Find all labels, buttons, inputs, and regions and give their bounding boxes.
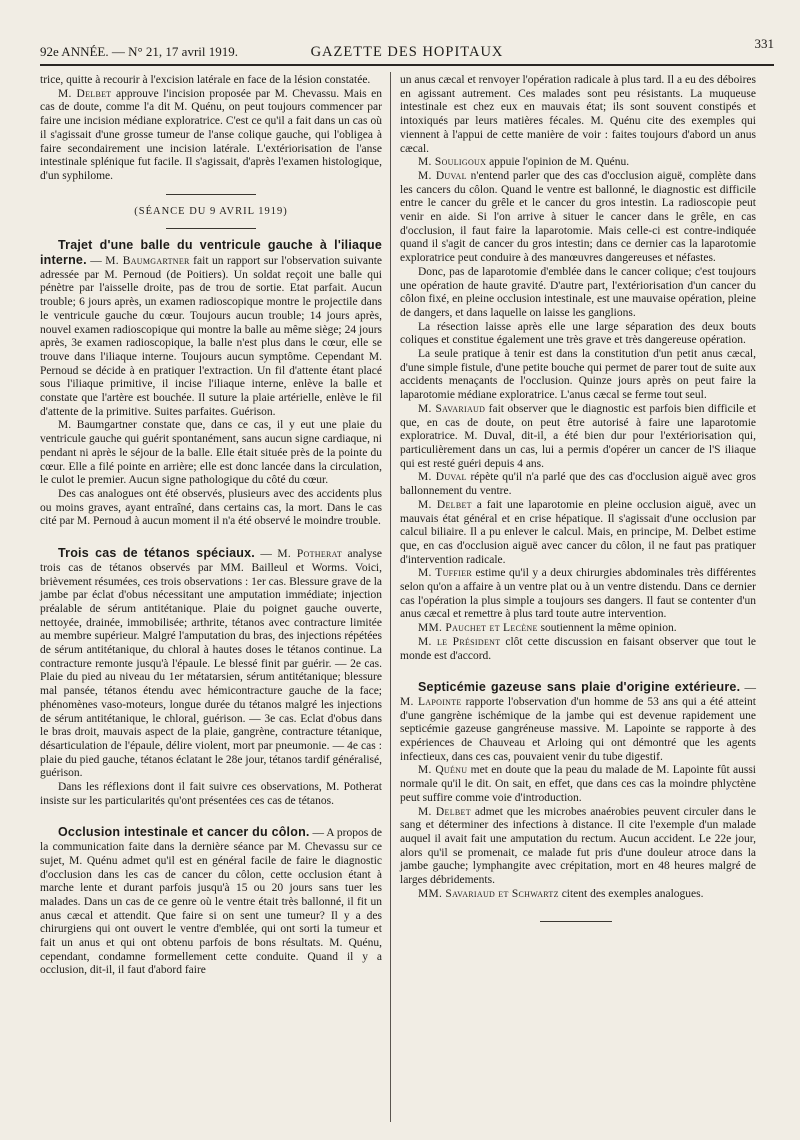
separator-rule	[166, 228, 256, 229]
paragraph: La seule pratique à tenir est dans la constitution d'un petit anus cæcal, d'une simple fistule, d'une petite bouche qui permet de parer tout de suite aux accidents menaçants de l'occlusion. Quinze jours après on peut faire la laparotomie médiane exploratrice. L'anus cæcal se ferme tout seul.	[400, 348, 756, 402]
section-title: Trajet d'une balle du ventricule gauche à l'iliaque interne.	[40, 238, 382, 268]
speaker-name: M. Lapointe	[400, 695, 462, 708]
paragraph: La résection laisse après elle une large séparation des deux bouts coliques et constitue également une très grave et très dangereuse opération.	[400, 320, 756, 347]
spacer	[400, 663, 756, 681]
separator-rule	[166, 194, 256, 195]
paragraph	[400, 156, 756, 170]
paragraph-text: a fait une laparotomie en pleine occlusion aiguë, avec un mauvais état général et en crise hépatique. Il s'agissait d'une occlusion par calcul biliaire. Il a pu enlever le calcul. Mais, en principe, M. Delbet estime que, en cas d'occlusion aiguë avec cancer du côlon, il ne faut pas pratiquer d'intervention radicale.	[400, 498, 756, 566]
paragraph-text: appuie l'opinion de M. Quénu.	[486, 156, 630, 169]
paragraph-text: fait observer que le diagnostic est parfois bien difficile et que, en cas de doute, on peut être autorisé à faire une laparotomie exploratrice. M. Duval, dit-il, a été bien dur pour l'extériorisation qui, particulièrement dans un cas, lui a permis d'opérer un cancer de l'S iliaque qui est resté guéri depuis 4 ans.	[400, 402, 756, 470]
session-heading: (SÉANCE DU 9 AVRIL 1919)	[134, 205, 288, 217]
speaker-name: M. Quénu	[418, 764, 468, 777]
speaker-name: MM. Pauchet et Lecène	[418, 622, 538, 635]
paragraph	[400, 764, 756, 805]
paragraph: trice, quitte à recourir à l'excision latérale en face de la lésion constatée.	[40, 74, 371, 86]
left-column	[40, 74, 382, 978]
paragraph-text: n'entend parler que des cas d'occlusion aiguë, complète dans les cancers du côlon. Quand le ventre est ballonné, le diagnostic est difficile entre le cancer du grêle et le cancer du gros intestin. La radioscopie peut venir en aide. Si l'on arrive à situer le cancer dans le grêle, en cas d'occlusion, il faut faire la laparotomie. Mais celle-ci est contre-indiquée quand il s'agit de cancer du gros intestin; dans ce dernier cas la laparotomie exploratrice peut conduire à des manœuvres dangereuses et néfastes.	[400, 169, 756, 265]
speaker-name: M. Baumgartner	[105, 255, 190, 268]
paragraph	[400, 170, 756, 266]
section-title: Septicémie gazeuse sans plaie d'origine extérieure.	[418, 680, 741, 695]
speaker-name: M. Delbet	[418, 498, 472, 511]
column-divider	[390, 72, 391, 1122]
paragraph-text: admet que les microbes anaérobies peuvent circuler dans le sang et déterminer des infections à distance. Il cite l'exemple d'un malade auquel il avait fait une amputation du rectum. Aucun accident. Le 22e jour, alors qu'il se promenait, ce malade fut pris d'une douleur atroce dans la jambe gauche; lymphangite avec crépitation, mort en 48 heures malgré de larges débridements.	[400, 805, 756, 887]
spacer	[40, 529, 382, 547]
paragraph: Des cas analogues ont été observés, plusieurs avec des accidents plus ou moins graves, ayant entraîné, dans certains cas, la mort. Dans le cas cité par M. Pernoud à aucun moment il n'a été observé le moindre trouble.	[40, 487, 382, 528]
section-paragraph: Septicémie gazeuse sans plaie d'origine extérieure. — M. Lapointe rapporte l'observation d'un homme de 53 ans qui a été atteint d'une gangrène ischémique de la jambe qui est devenue rapidement une septicémie gazeuse gangréneuse massive. M. Lapointe se rapporte à des expériences de Chauveau et Arloing qui ont démontré que les agents infectieux, dans ces cas, pouvaient venir du tube digestif.	[400, 680, 756, 763]
paragraph-text: estime qu'il y a deux chirurgies abdominales très différentes selon qu'on a affaire à un ventre plat ou à un ventre distendu. Dans ce dernier cas l'opération la plus simple a toujours ses dangers. Il faut se contenter d'un anus cæcal et remettre à plus tard toute autre intervention.	[400, 567, 756, 621]
right-column	[400, 74, 756, 922]
journal-title: GAZETTE DES HOPITAUX	[310, 44, 504, 60]
paragraph	[400, 499, 756, 568]
paragraph	[400, 622, 756, 636]
paragraph	[400, 636, 756, 663]
paragraph-text: rapporte l'observation d'un homme de 53 ans qui a été atteint d'une gangrène ischémique de la jambe qui est devenue rapidement une septicémie gazeuse gangréneuse massive. M. Lapointe se rapporte à des expériences de Chauveau et Arloing qui ont démontré que les agents infectieux, dans ces cas, pouvaient venir du tube digestif.	[400, 695, 756, 763]
speaker-name: M. Tuffier	[418, 567, 472, 580]
paragraph: Donc, pas de laparotomie d'emblée dans le cancer colique; c'est toujours une opération de haute gravité. D'autre part, l'extériorisation d'un cancer du côlon fixé, en pleine occlusion intestinale, est une mauvaise opération, pleine de dangers, et dans laquelle on laisse les ganglions.	[400, 265, 756, 319]
page-number: 331	[754, 36, 774, 51]
paragraph	[400, 888, 756, 902]
section-title: Trois cas de tétanos spéciaux.	[58, 546, 255, 561]
speaker-name: M. Delbet	[418, 805, 471, 818]
paragraph-text: approuve l'incision proposée par M. Chevassu. Mais en cas de doute, comme l'a dit M. Quénu, on peut toujours commencer par faire une incision médiane exploratrice. C'est ce qu'il a fait dans un cas où il s'agissait d'une grosse tumeur de l'anse colique gauche, qui l'obligea à faire secondairement une incision latérale. L'extériorisation de l'anse intestinale splénique fut facile. Il s'agissait, d'après l'examen histologique, d'un syphilome.	[40, 87, 382, 182]
spacer	[40, 808, 382, 826]
paragraph-text: clôt cette discussion en faisant observer que tout le monde est d'accord.	[400, 635, 757, 662]
paragraph	[400, 471, 756, 498]
paragraph: un anus cæcal et renvoyer l'opération radicale à plus tard. Il a eu des déboires en agissant autrement. Ces malades sont peu résistants. La muqueuse intestinale est chez eux en mauvais état; ils sont souvent constipés et intoxiqués par leurs matières fécales. M. Quénu cite des exemples qui viennent à l'appui de cette manière de voir : faites toujours d'abord un anus cæcal.	[400, 74, 756, 155]
paragraph: M. Baumgartner constate que, dans ce cas, il y eut une plaie du ventricule gauche qui guérit spontanément, sans aucun signe cardiaque, ni pendant ni après le séjour de la balle. Elle était située près de la pointe du cœur. Elle a filé pointe en arrière; elle est donc lancée dans la circulation, le culot le premier. Aucun signe pathologique du côté du cœur.	[40, 419, 382, 487]
speaker-name: MM. Savariaud et Schwartz	[418, 887, 559, 900]
speaker-name: M. Duval	[418, 169, 467, 182]
speaker-name: M. Savariaud	[418, 402, 486, 415]
paragraph: Dans les réflexions dont il fait suivre ces observations, M. Potherat insiste sur les particularités qu'ont présentées ces cas de tétanos.	[40, 781, 382, 807]
paragraph-text: citent des exemples analogues.	[558, 887, 704, 900]
paragraph	[40, 88, 382, 184]
speaker-name: M. Delbet	[58, 87, 112, 100]
header-rule	[40, 64, 774, 66]
issue-info: 92e ANNÉE. — N° 21, 17 avril 1919.	[40, 44, 239, 59]
speaker-name: M. Potherat	[277, 548, 343, 561]
paragraph-text: met en doute que la peau du malade de M. Lapointe fût aussi normale qu'il le dit. On sait, en effet, que dans ces cas la moindre phlyctène peut suffire comme voie d'introduction.	[400, 764, 756, 804]
speaker-name: M. Duval	[418, 471, 467, 484]
paragraph-text: soutiennent la même opinion.	[537, 622, 677, 635]
speaker-name: M. Souligoux	[418, 156, 487, 169]
section-paragraph	[40, 826, 382, 978]
section-paragraph: Trajet d'une balle du ventricule gauche à l'iliaque interne. — M. Baumgartner fait un rapport sur l'observation suivante adressée par M. Pernoud (de Poitiers). Un soldat reçoit une balle qui pénètre par l'aisselle droite, pas de trou de sortie. Etat parfait. Aucun trouble; 6 jours après, un examen radioscopique montre le projectile dans le ventricule gauche du cœur. Toujours aucun trouble; 14 jours après, nouvel examen radioscopique qui montre la balle au même siège; 24 jours après, 3e examen radioscopique, la balle n'est plus dans le cœur, elle se trouve dans l'iliaque interne. Toujours aucun symptôme. Cependant M. Pernoud se décide à en pratiquer l'extraction. Un fil d'attente étant placé sous l'iliaque primitive, il incise l'iliaque interne, enlève la balle et constate que l'artère est bouchée. Il suture la plaie artérielle, enlève le fil d'attente de la primitive. Suites parfaites. Guérison.	[40, 238, 382, 418]
paragraph-text: — A propos de la communication faite dans la dernière séance par M. Chevassu sur ce sujet, M. Quénu admet qu'il est en général facile de faire le diagnostic d'occlusion dans les cas de cancer du côlon, cette occlusion étant à marche lente et durant parfois jusqu'à 15 ou 20 jours sans tuer les malades. Dans un cas de ce genre où le ventre était très ballonné, il fit un anus cæcal et attendit. Que faire si on sent une tumeur? Il y a des chirurgiens qui ont ouvert le ventre d'emblée, qui ont sorti la tumeur et fait un anus et qui ont obtenu parfois de bons résultats. M. Quénu, cependant, condamne formellement cette conduite. Quand il y a occlusion, dit-il, il faut d'abord faire	[40, 827, 382, 977]
paragraph	[400, 806, 756, 888]
paragraph-text: fait un rapport sur l'observation suivante adressée par M. Pernoud (de Poitiers). Un soldat reçoit une balle qui pénètre par l'aisselle droite, pas de trou de sortie. Etat parfait. Aucun trouble; 6 jours après, un examen radioscopique montre le projectile dans le ventricule gauche du cœur. Toujours aucun trouble; 14 jours après, nouvel examen radioscopique qui montre la balle au même siège; 24 jours après, 3e examen radioscopique, la balle n'est plus dans le cœur, elle se trouve dans l'iliaque interne. Toujours aucun symptôme. Cependant M. Pernoud se décide à en pratiquer l'extraction. Un fil d'attente étant placé sous l'iliaque primitive, il incise l'iliaque interne, enlève la balle et constate que l'artère est bouchée. Il suture la plaie artérielle, enlève le fil d'attente de la primitive. Suites parfaites. Guérison.	[40, 255, 382, 418]
section-paragraph: Trois cas de tétanos spéciaux. — M. Potherat analyse trois cas de tétanos observés par MM. Bailleul et Worms. Voici, brièvement résumées, ces trois observations : 1er cas. Blessure grave de la jambe par éclat d'obus nécessitant une amputation immédiate; injection préalable de sérum antitétanique. Plaie du poignet gauche ouverte, nettoyée, drainée, immobilisée; arthrite, tétanos avec contracture limitée au membre supérieur. Malgré l'amputation du bras, des injections répétées de sérum antitétanique, du chloral à hautes doses le tétanos continue. La contracture remonte jusqu'à l'épaule. Le blessé finit par guérir. — 2e cas. Plaie du pied au niveau du 1er métatarsien, sérum antitétanique; blessure mal pansée, tétanos étendu avec hémicontracture gauche de la face; phénomènes vaso-moteurs, longue durée du tétanos malgré les injections de sérum antitétanique, le chloral, guérison. — 3e cas. Eclat d'obus dans le bras droit, mauvais aspect de la plaie, gangrène, contracture tétanique, désarticulation de l'épaule, délire violent, mort par pneumonie. — 4e cas : plaie du pied gauche, tétanos éclatant le 28e jour, tétanos tardif généralisé, guérison.	[40, 546, 383, 780]
speaker-name: M. le Président	[418, 635, 501, 648]
paragraph-text: répète qu'il n'a parlé que des cas d'occlusion aiguë avec gros ballonnement du ventre.	[400, 471, 756, 498]
section-title: Occlusion intestinale et cancer du côlon.	[58, 825, 310, 840]
end-rule	[540, 921, 612, 922]
paragraph	[400, 403, 756, 472]
paragraph	[400, 567, 756, 622]
paragraph-text: analyse trois cas de tétanos observés par MM. Bailleul et Worms. Voici, brièvement résumées, ces trois observations : 1er cas. Blessure grave de la jambe par éclat d'obus nécessitant une amputation immédiate; injection préalable de sérum antitétanique. Plaie du poignet gauche ouverte, nettoyée, drainée, immobilisée; arthrite, tétanos avec contracture limitée au membre supérieur. Malgré l'amputation du bras, des injections répétées de sérum antitétanique, du chloral à hautes doses le tétanos continue. La contracture remonte jusqu'à l'épaule. Le blessé finit par guérir. — 2e cas. Plaie du pied au niveau du 1er métatarsien, sérum antitétanique; blessure mal pansée, tétanos étendu avec hémicontracture gauche de la face; phénomènes vaso-moteurs, longue durée du tétanos malgré les injections de sérum antitétanique, le chloral, guérison. — 3e cas. Eclat d'obus dans le bras droit, mauvais aspect de la plaie, gangrène, contracture tétanique, désarticulation de l'épaule, délire violent, mort par pneumonie. — 4e cas : plaie du pied gauche, tétanos éclatant le 28e jour, tétanos tardif généralisé, guérison.	[40, 548, 383, 780]
page-header	[40, 32, 774, 62]
